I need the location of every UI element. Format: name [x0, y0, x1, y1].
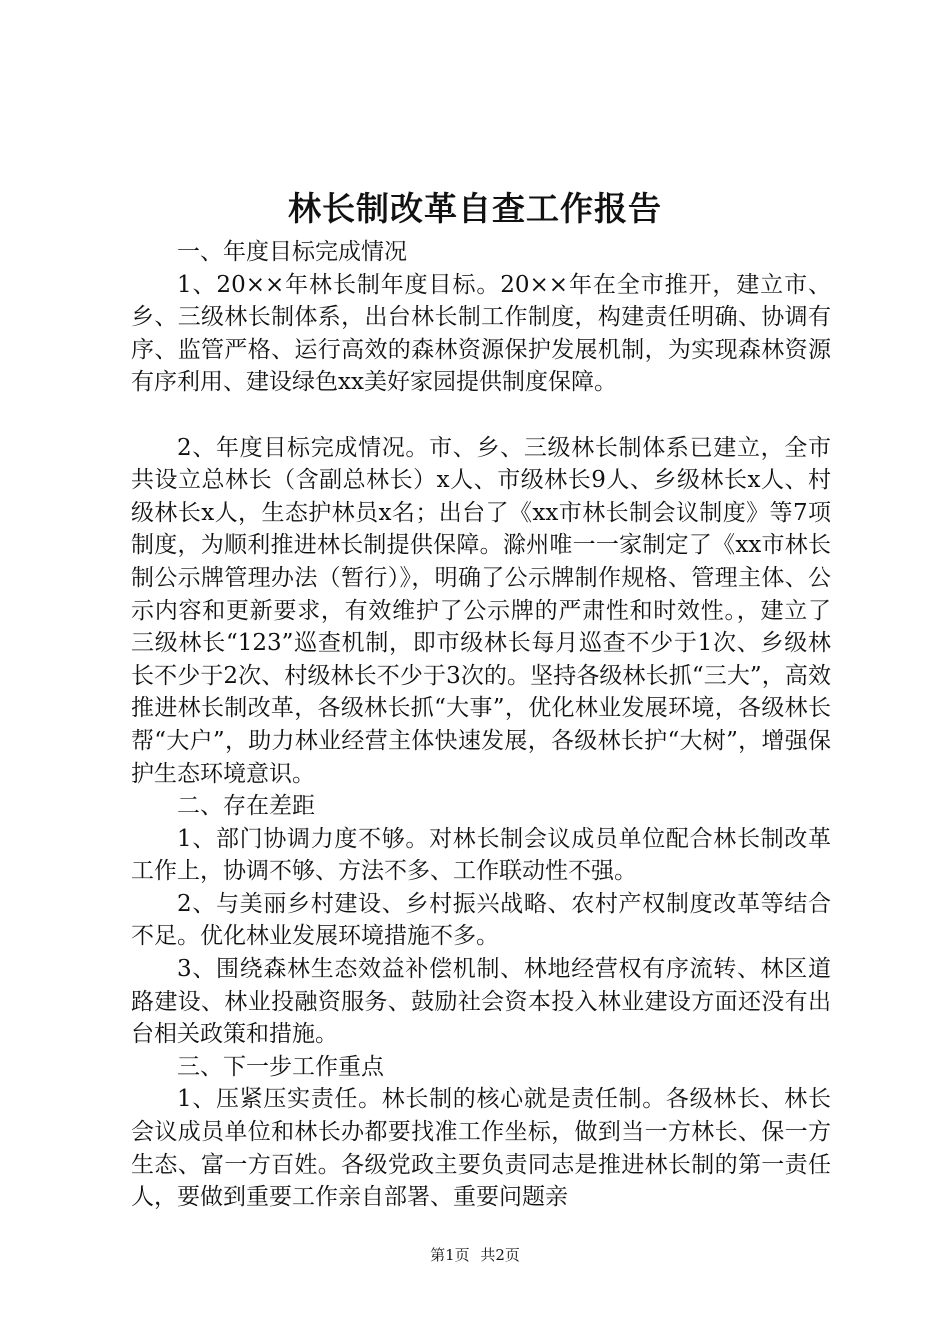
paragraph: 2、与美丽乡村建设、乡村振兴战略、农村产权制度改革等结合不足。优化林业发展环境措施不多。	[131, 890, 831, 950]
paragraph: 1、部门协调力度不够。对林长制会议成员单位配合林长制改革工作上，协调不够、方法不多、工作联动性不强。	[131, 825, 831, 885]
paragraph: 1、20××年林长制年度目标。20××年在全市推开，建立市、乡、三级林长制体系，出台林长制工作制度，构建责任明确、协调有序、监管严格、运行高效的森林资源保护发展机制，为实现森林资源有序利用、建设绿色xx美好家园提供制度保障。	[131, 271, 831, 396]
document-title: 林长制改革自查工作报告	[288, 189, 662, 228]
section-heading: 二、存在差距	[177, 793, 315, 820]
paragraph: 1、压紧压实责任。林长制的核心就是责任制。各级林长、林长会议成员单位和林长办都要找准工作坐标，做到当一方林长、保一方生态、富一方百姓。各级党政主要负责同志是推进林长制的第一责任人，要做到重要工作亲自部署、重要问题亲	[131, 1086, 831, 1211]
page-total: 共2页	[480, 1246, 520, 1264]
document-body	[131, 236, 831, 1214]
page-number: 第1页	[430, 1246, 470, 1264]
paragraph: 3、围绕森林生态效益补偿机制、林地经营权有序流转、林区道路建设、林业投融资服务、鼓励社会资本投入林业建设方面还没有出台相关政策和措施。	[131, 956, 831, 1048]
paragraph: 2、年度目标完成情况。市、乡、三级林长制体系已建立，全市共设立总林长（含副总林长）x人、市级林长9人、乡级林长x人、村级林长x人，生态护林员x名；出台了《xx市林长制会议制度》等7项制度，为顺利推进林长制提供保障。滁州唯一一家制定了《xx市林长制公示牌管理办法（暂行）》，明确了公示牌制作规格、管理主体、公示内容和更新要求，有效维护了公示牌的严肃性和时效性。，建立了三级林长“123”巡查机制，即市级林长每月巡查不少于1次、乡级林长不少于2次、村级林长不少于3次的。坚持各级林长抓“三大”，高效推进林长制改革，各级林长抓“大事”，优化林业发展环境，各级林长帮“大户”，助力林业经营主体快速发展，各级林长护“大树”，增强保护生态环境意识。	[131, 434, 831, 787]
section-heading: 三、下一步工作重点	[177, 1053, 384, 1080]
section-heading: 一、年度目标完成情况	[177, 239, 407, 265]
page-footer	[0, 1244, 950, 1266]
